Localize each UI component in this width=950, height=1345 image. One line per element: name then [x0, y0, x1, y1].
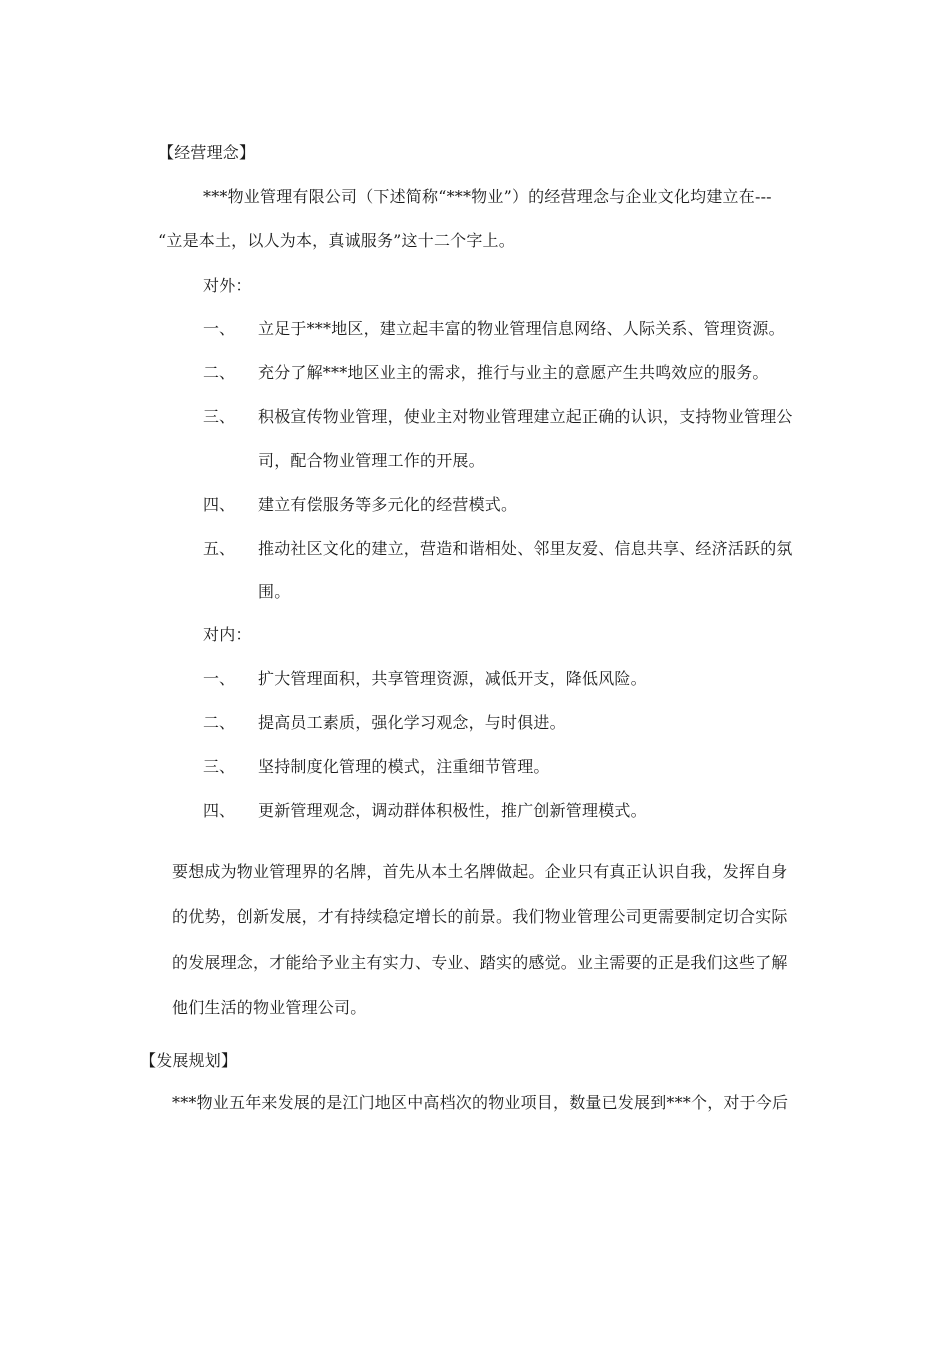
external-item-1-number: 一、 — [203, 319, 236, 338]
internal-item-3-number: 三、 — [203, 757, 236, 776]
external-item-5-text-line-2: 围。 — [258, 582, 291, 601]
internal-item-4-text: 更新管理观念，调动群体积极性，推广创新管理模式。 — [258, 801, 647, 820]
closing-paragraph-line-4: 他们生活的物业管理公司。 — [172, 998, 367, 1017]
internal-label: 对内： — [203, 625, 252, 644]
intro-line-1: ***物业管理有限公司（下述简称“***物业”）的经营理念与企业文化均建立在--- — [203, 187, 772, 206]
external-item-3-number: 三、 — [203, 407, 236, 426]
external-item-2-text: 充分了解***地区业主的需求，推行与业主的意愿产生共鸣效应的服务。 — [258, 363, 769, 382]
internal-item-2-text: 提高员工素质，强化学习观念，与时俱进。 — [258, 713, 566, 732]
closing-paragraph-line-2: 的优势，创新发展，才有持续稳定增长的前景。我们物业管理公司更需要制定切合实际 — [172, 907, 788, 926]
external-label: 对外： — [203, 276, 252, 295]
external-item-4-text: 建立有偿服务等多元化的经营模式。 — [258, 495, 518, 514]
internal-item-1-text: 扩大管理面积，共享管理资源，减低开支，降低风险。 — [258, 669, 647, 688]
external-item-3-text-line-1: 积极宣传物业管理，使业主对物业管理建立起正确的认识，支持物业管理公 — [258, 407, 793, 426]
development-plan-line-1: ***物业五年来发展的是江门地区中高档次的物业项目，数量已发展到***个，对于今后 — [172, 1093, 789, 1112]
section-heading-development-plan: 【发展规划】 — [140, 1051, 238, 1070]
external-item-2-number: 二、 — [203, 363, 236, 382]
external-item-1-text: 立足于***地区，建立起丰富的物业管理信息网络、人际关系、管理资源。 — [258, 319, 785, 338]
external-item-3-text-line-2: 司，配合物业管理工作的开展。 — [258, 451, 485, 470]
section-heading-operating-philosophy: 【经营理念】 — [158, 143, 256, 162]
internal-item-1-number: 一、 — [203, 669, 236, 688]
internal-item-4-number: 四、 — [203, 801, 236, 820]
internal-item-3-text: 坚持制度化管理的模式，注重细节管理。 — [258, 757, 550, 776]
external-item-5-text-line-1: 推动社区文化的建立，营造和谐相处、邻里友爱、信息共享、经济活跃的氛 — [258, 539, 793, 558]
intro-line-2: “立是本土，以人为本，真诚服务”这十二个字上。 — [158, 231, 515, 250]
external-item-5-number: 五、 — [203, 539, 236, 558]
internal-item-2-number: 二、 — [203, 713, 236, 732]
external-item-4-number: 四、 — [203, 495, 236, 514]
closing-paragraph-line-1: 要想成为物业管理界的名牌，首先从本土名牌做起。企业只有真正认识自我，发挥自身 — [172, 862, 788, 881]
closing-paragraph-line-3: 的发展理念，才能给予业主有实力、专业、踏实的感觉。业主需要的正是我们这些了解 — [172, 953, 788, 972]
